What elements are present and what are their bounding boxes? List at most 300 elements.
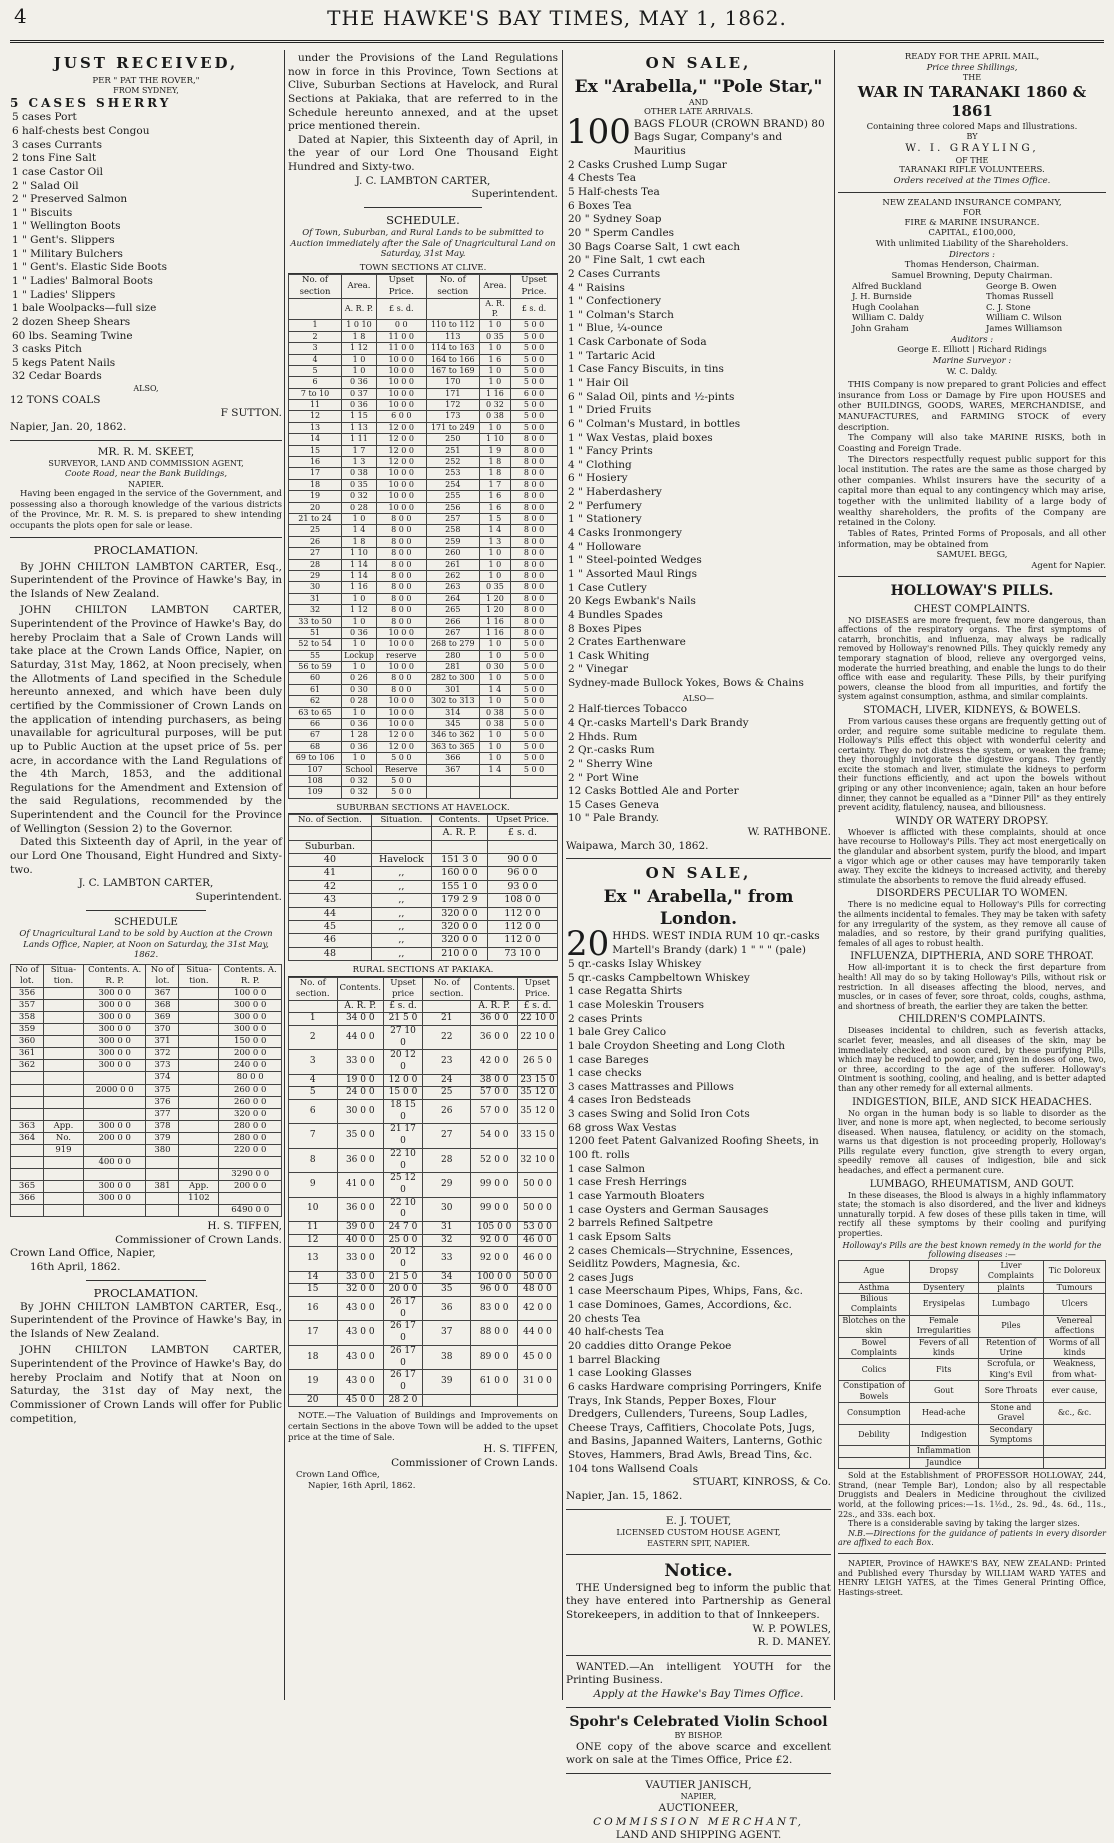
divider (10, 440, 282, 441)
list-item: 104 tons Wallsend Coals (568, 1462, 699, 1475)
table-cell: 357 (11, 1000, 44, 1012)
insurance-capital: CAPITAL, £100,000, (928, 228, 1016, 239)
table-cell: 151 3 0 (431, 854, 487, 867)
list-item: 4 cases Iron Bedsteads (568, 1094, 691, 1107)
table-cell: 36 0 0 (337, 1148, 384, 1172)
list-item: 6 " Colman's Mustard, in bottles (568, 417, 741, 430)
table-cell: 30 (289, 582, 342, 593)
table-cell: 10 0 0 (376, 365, 426, 376)
table-row (289, 894, 558, 907)
table-cell: 10 0 0 (376, 719, 426, 730)
table-cell (43, 1096, 83, 1108)
table-cell: 1 0 (479, 696, 510, 707)
list-item: 20 " Fine Salt, 1 cwt each (568, 254, 706, 267)
table-cell: 0 32 (342, 491, 377, 502)
table-cell: 5 0 0 (510, 753, 557, 764)
table-cell: 34 0 0 (337, 1013, 384, 1026)
table-cell: No. (43, 1132, 83, 1144)
note-office: Crown Land Office, (296, 1470, 380, 1481)
list-item: 1 case Salmon (568, 1162, 645, 1175)
table-cell: Indigestion (909, 1424, 978, 1446)
table-cell: 46 0 0 (517, 1234, 557, 1247)
table-row (289, 616, 558, 627)
table-cell: ,, (371, 934, 431, 947)
list-item: 4 Bundles Spades (568, 608, 663, 621)
table-cell: 107 (289, 764, 342, 775)
list-item: Sydney-made Bullock Yokes, Bows & Chains (568, 677, 804, 690)
table-cell: 400 0 0 (83, 1156, 146, 1168)
table-cell: 369 (146, 1012, 179, 1024)
table-row (11, 1060, 282, 1072)
table-cell: 33 0 0 (337, 1247, 384, 1271)
table-cell: Consumption (839, 1402, 910, 1424)
table-cell: 367 (146, 988, 179, 1000)
table-cell: 22 10 0 (384, 1197, 423, 1221)
table-cell: 35 12 0 (517, 1100, 557, 1124)
remedy-heading: Holloway's Pills are the best known remedy in the world for the following diseases :— (842, 1240, 1102, 1260)
table-cell (11, 1156, 44, 1168)
skeet-body: Having been engaged in the service of the Government, and possessing also a thorough knowledge of the various districts of the Province, Mr. R. M. S. is prepared to shew intending occupants the plots open for sale or lease. (10, 489, 282, 531)
tiffen-title: Commissioner of Crown Lands. (115, 1233, 282, 1246)
table-cell: 5 0 0 (510, 365, 557, 376)
list-item: 1 case Meerschaum Pipes, Whips, Fans, &c. (568, 1285, 803, 1298)
list-item: 10 " Pale Brandy. (568, 812, 659, 825)
table-cell: 314 (426, 707, 479, 718)
regulations-dated: Dated at Napier, this Sixteenth day of April, in the year of our Lord One Thousand Eight Hundred and Sixty-two. (288, 133, 558, 174)
table-cell (43, 1192, 83, 1204)
table-row (11, 988, 282, 1000)
table-cell: 50 0 0 (517, 1173, 557, 1197)
table-cell (422, 1394, 471, 1407)
table-header-cell: Situation. (371, 815, 431, 827)
table-cell: ,, (371, 947, 431, 960)
table-cell: 282 to 300 (426, 673, 479, 684)
directors-list (838, 282, 1106, 335)
touet-name: E. J. TOUET, (665, 1514, 732, 1527)
table-cell (11, 1096, 44, 1108)
list-item: 1 " Hair Oil (568, 376, 629, 389)
list-item: 1 " Tartaric Acid (568, 349, 656, 362)
table-cell: 19 (289, 491, 342, 502)
table-cell: 32 0 0 (337, 1284, 384, 1297)
table-cell: Debility (839, 1424, 910, 1446)
suburban-heading: SUBURBAN SECTIONS AT HAVELOCK. (288, 803, 558, 815)
table-row (289, 491, 558, 502)
divider (86, 910, 206, 911)
table-cell: 376 (146, 1096, 179, 1108)
table-cell: 20 0 0 (384, 1284, 423, 1297)
table-cell: Inflammation (909, 1446, 978, 1457)
table-cell (179, 1132, 219, 1144)
column-divider (284, 50, 285, 1700)
table-cell: 8 0 0 (510, 548, 557, 559)
table-cell: 367 (426, 764, 479, 775)
table-cell: 1 16 (479, 627, 510, 638)
table-row (289, 627, 558, 638)
table-cell: 40 (289, 854, 372, 867)
table-cell: 18 (289, 479, 342, 490)
table-cell: Erysipelas (909, 1294, 978, 1316)
list-item: 2 tons Fine Salt (12, 152, 97, 165)
table-cell: 26 (289, 536, 342, 547)
table-cell: 0 38 (342, 468, 377, 479)
table-cell: 8 0 0 (376, 525, 426, 536)
table-cell: 1 0 (479, 741, 510, 752)
list-item: 1 " Blue, ¼-ounce (568, 322, 663, 335)
notice-signer-1: W. P. POWLES, (752, 1622, 831, 1635)
coals-item: 12 TONS COALS (10, 393, 101, 406)
table-cell: 1 0 (479, 559, 510, 570)
table-cell: 5 0 0 (510, 400, 557, 411)
table-cell: 36 0 0 (337, 1197, 384, 1221)
table-cell: 28 2 0 (384, 1394, 423, 1407)
divider (566, 858, 831, 859)
deputy-chairman: Samuel Browning, Deputy Chairman. (891, 270, 1053, 281)
table-cell: 240 0 0 (219, 1060, 282, 1072)
table-row (289, 920, 558, 933)
table-cell: App. (43, 1120, 83, 1132)
table-cell: 52 0 0 (471, 1148, 518, 1172)
table-cell: 5 0 0 (510, 707, 557, 718)
table-cell: 12 (289, 411, 342, 422)
from-sydney: FROM SYDNEY, (113, 86, 179, 96)
table-cell: 1 0 (479, 377, 510, 388)
proclamation-body: JOHN CHILTON LAMBTON CARTER, Superintendent of the Province of Hawke's Bay, do hereby Proclaim that a Sale of Crown Lands will take place at the Crown Lands Office, Napier, on Saturday, 31st May, 1862, at Noon precisely, when the Allotments of Land specified in the Schedule hereunto annexed, and which have been duly certified by the Commissioner of Crown Lands on the application of intending purchasers, as being unavailable for agricultural purposes, will be put up to Public Auction at the upset price of 5s. per acre, in accordance with the Land Regulations of the 4th March, 1853, and the additional Regulations for the Amendment and Extension of the said Regulations, recommended by the Superintendent and the Council for the Province of Wellington (Session 2) to the Governor. (10, 604, 282, 835)
table-cell: 21 5 0 (384, 1271, 423, 1284)
table-row (11, 1132, 282, 1144)
table-cell: 80 0 0 (219, 1072, 282, 1084)
table-row (289, 1100, 558, 1124)
table-row (289, 445, 558, 456)
table-cell: 8 0 0 (510, 479, 557, 490)
table-cell: 261 (426, 559, 479, 570)
schedule2-subtitle: Of Town, Suburban, and Rural Lands to be submitted to Auction immediately after the Sale of Unagricultural Land on Saturday, 31st May. (290, 227, 556, 260)
table-cell: 32 (289, 605, 342, 616)
table-cell: 1 9 (479, 445, 510, 456)
town-sections-heading: TOWN SECTIONS AT CLIVE. (288, 263, 558, 275)
table-row (11, 1024, 282, 1036)
table-cell: 8 0 0 (510, 559, 557, 570)
table-cell: 25 0 0 (384, 1234, 423, 1247)
table-cell: 300 0 0 (83, 988, 146, 1000)
list-item: 20 " Sperm Candles (568, 226, 675, 239)
also-label: ALSO, (133, 384, 159, 394)
table-cell: Head-ache (909, 1402, 978, 1424)
table-cell: ,, (371, 880, 431, 893)
table-cell: 1 0 (479, 343, 510, 354)
table-header-cell: Upset Price. (487, 815, 557, 827)
table-cell: 27 (289, 548, 342, 559)
wanted-apply: Apply at the Hawke's Bay Times Office. (593, 1688, 804, 1701)
list-item: 2 " Salad Oil (12, 179, 79, 192)
list-item: 1 " Dried Fruits (568, 404, 652, 417)
table-row (289, 650, 558, 661)
table-header-cell: Area. (479, 275, 510, 298)
table-cell: 108 0 0 (487, 894, 557, 907)
table-cell: 50 0 0 (517, 1271, 557, 1284)
table-cell: 268 to 279 (426, 639, 479, 650)
table-cell (43, 1012, 83, 1024)
table-cell: 6 0 0 (376, 411, 426, 422)
table-cell (43, 1205, 83, 1217)
list-item: 1 bale Woolpacks—full size (12, 302, 157, 315)
table-cell: 364 (11, 1132, 44, 1144)
list-item: 1 " Biscuits (12, 206, 73, 219)
section-heading: DISORDERS PECULIAR TO WOMEN. (876, 888, 1068, 900)
lead-item: BAGS FLOUR (CROWN BRAND) 80 Bags Sugar, Company's and Mauritius (633, 117, 825, 158)
list-item: 2 Qr.-casks Rum (568, 744, 655, 757)
table-cell: 0 38 (479, 707, 510, 718)
table-cell: 361 (11, 1048, 44, 1060)
table-cell: Fevers of all kinds (909, 1337, 978, 1359)
surveyor-heading: Marine Surveyor : (932, 355, 1012, 366)
table-row (289, 354, 558, 365)
table-cell: 8 0 0 (510, 536, 557, 547)
table-cell: 1 5 (479, 514, 510, 525)
table-cell: 300 0 0 (83, 1000, 146, 1012)
directors-heading: Directors : (949, 249, 995, 260)
table-cell: 377 (146, 1108, 179, 1120)
table-cell: 1 4 (479, 525, 510, 536)
touet-address: EASTERN SPIT, NAPIER. (647, 1538, 750, 1548)
insurance-agent: SAMUEL BEGG, (936, 550, 1008, 561)
the-label: THE (962, 73, 982, 83)
page-number: 4 (14, 4, 27, 28)
table-cell: 25 (422, 1087, 471, 1100)
table-cell: 220 0 0 (219, 1144, 282, 1156)
table-cell: 164 to 166 (426, 354, 479, 365)
column-3 (566, 52, 831, 1842)
table-row (289, 934, 558, 947)
table-cell (43, 1084, 83, 1096)
table-cell: 366 (426, 753, 479, 764)
list-item: 2 Cases Currants (568, 267, 661, 280)
table-cell: 280 (426, 650, 479, 661)
table-header-cell: No of lot. (11, 965, 44, 988)
list-item: 1 " Assorted Maul Rings (568, 567, 697, 580)
skeet-town: NAPIER. (128, 479, 164, 489)
table-cell: Dropsy (909, 1260, 978, 1282)
table-cell: 12 0 0 (376, 445, 426, 456)
vautier-town: NAPIER, (680, 1792, 717, 1802)
table-cell: 5 0 0 (510, 730, 557, 741)
table-cell (289, 827, 372, 840)
table-cell: 5 0 0 (510, 696, 557, 707)
proclamation-signer: J. C. LAMBTON CARTER, (78, 877, 214, 890)
table-cell (179, 1012, 219, 1024)
table-cell: 150 0 0 (219, 1036, 282, 1048)
table-cell (43, 1180, 83, 1192)
on-sale-ex: Ex "Arabella," "Pole Star," (574, 76, 823, 97)
table-cell: 167 to 169 (426, 365, 479, 376)
table-cell (83, 1205, 146, 1217)
column-divider (562, 50, 563, 1700)
table-cell: 1 7 (342, 445, 377, 456)
table-cell: 36 0 0 (471, 1025, 518, 1049)
list-item: 1 " Colman's Starch (568, 308, 674, 321)
table-cell: 8 0 0 (510, 616, 557, 627)
table-row (289, 1148, 558, 1172)
list-item: 2 Crates Earthenware (568, 636, 686, 649)
table-cell: 6 (289, 377, 342, 388)
list-item: 1 case Looking Glasses (568, 1367, 692, 1380)
list-item: 2 cases Prints (568, 1012, 643, 1025)
table-cell: 10 0 0 (376, 662, 426, 673)
table-cell (289, 298, 342, 320)
list-item: 1 case Yarmouth Bloaters (568, 1189, 705, 1202)
table-cell: 300 0 0 (83, 1012, 146, 1024)
table-cell: 1 0 (342, 365, 377, 376)
divider (838, 1553, 1106, 1554)
column-1 (10, 52, 282, 1700)
table-cell: 5 0 0 (510, 673, 557, 684)
holloway-heading: HOLLOWAY'S PILLS. (890, 583, 1054, 600)
regulations-signer-title: Superintendent. (471, 188, 558, 201)
table-cell: 300 0 0 (83, 1048, 146, 1060)
table-cell: 5 0 0 (510, 662, 557, 673)
table-row (289, 775, 558, 786)
notice-heading: Notice. (664, 1560, 733, 1581)
table-cell: 0 0 (376, 320, 426, 331)
table-cell: 300 0 0 (83, 1060, 146, 1072)
table-cell: 56 to 59 (289, 662, 342, 673)
table-row (289, 764, 558, 775)
by-label: BY (966, 132, 978, 142)
table-cell: 3 (289, 343, 342, 354)
list-item: 1 " Wellington Boots (12, 220, 121, 233)
table-cell: 20 12 0 (384, 1050, 423, 1074)
table-cell: 1 4 (342, 525, 377, 536)
section-body: There is no medicine equal to Holloway's Pills for correcting the ailments incidental to females. They may be taken with safety for any irregularity of the system, as they remove all cause of maladies, and so restore, by their grand purifying qualities, females of all ages to robust health. (838, 900, 1106, 948)
table-cell (839, 1446, 910, 1457)
table-row (289, 1221, 558, 1234)
orders: Orders received at the Times Office. (893, 175, 1051, 186)
table-cell: 1102 (179, 1192, 219, 1204)
table-cell: 41 0 0 (337, 1173, 384, 1197)
table-cell: 0 36 (342, 400, 377, 411)
list-item: 1 " Fancy Prints (568, 445, 653, 458)
table-row (11, 1205, 282, 1217)
table-cell: 14 (289, 434, 342, 445)
table-cell: 320 0 0 (219, 1108, 282, 1120)
table-cell: 8 0 0 (510, 570, 557, 581)
table-row (289, 707, 558, 718)
table-cell: 4 (289, 354, 342, 365)
table-cell: 1 0 (479, 422, 510, 433)
table-cell: 25 (289, 525, 342, 536)
table-header-cell: Upset Price. (376, 275, 426, 298)
table-cell: 1 8 (342, 536, 377, 547)
table-cell: App. (179, 1180, 219, 1192)
table-cell (510, 775, 557, 786)
table-cell (83, 1108, 146, 1120)
list-item: 4 " Clothing (568, 458, 632, 471)
table-cell: 23 (422, 1050, 471, 1074)
table-row (289, 1234, 558, 1247)
table-cell: 8 (289, 1148, 338, 1172)
table-cell: 1 10 (342, 548, 377, 559)
list-item: 1 Cask Carbonate of Soda (568, 336, 707, 349)
table-cell: Secondary Symptoms (978, 1424, 1043, 1446)
table-cell (179, 1000, 219, 1012)
table-cell (43, 1036, 83, 1048)
table-cell: 0 35 (479, 331, 510, 342)
table-cell: 1 0 (479, 650, 510, 661)
table-cell (11, 1144, 44, 1156)
table-cell (426, 787, 479, 798)
table-cell: 210 0 0 (431, 947, 487, 960)
skeet-title: SURVEYOR, LAND AND COMMISSION AGENT, (48, 459, 244, 469)
table-cell: 0 38 (479, 411, 510, 422)
table-cell: 0 36 (342, 719, 377, 730)
table-header-cell: No. of section (426, 275, 479, 298)
table-cell: 5 0 0 (376, 775, 426, 786)
table-cell: 358 (11, 1012, 44, 1024)
table-row (289, 730, 558, 741)
proclamation-by: By JOHN CHILTON LAMBTON CARTER, Esq., Superintendent of the Province of Hawke's Bay, in the Islands of New Zealand. (10, 560, 282, 600)
director-name: Hugh Coolahan (852, 302, 920, 313)
goods-list (10, 111, 282, 384)
list-item: 4 Casks Ironmongery (568, 527, 682, 540)
section-heading: STOMACH, LIVER, KIDNEYS, & BOWELS. (863, 704, 1081, 716)
table-cell (179, 1205, 219, 1217)
list-item: 4 " Raisins (568, 281, 625, 294)
table-cell: 18 (289, 1345, 338, 1369)
table-cell: 73 10 0 (487, 947, 557, 960)
table-cell: 45 0 0 (337, 1394, 384, 1407)
table-row (289, 1124, 558, 1148)
table-cell: 26 17 0 (384, 1345, 423, 1369)
table-cell (426, 298, 479, 320)
table-cell: 320 0 0 (431, 920, 487, 933)
table-cell: 92 0 0 (471, 1247, 518, 1271)
table-row (839, 1337, 1106, 1359)
insurance-body-1: THIS Company is now prepared to grant Policies and effect insurance from Loss or Damage by Fire upon HOUSES and other BUILDINGS, GOODS, WARES, MERCHANDISE, and MANUFACTURES, and FARMING STOCK of every description. (838, 380, 1106, 433)
table-cell: 1 0 (479, 639, 510, 650)
per-ship: PER " PAT THE ROVER," (92, 75, 200, 86)
table-cell: 200 0 0 (83, 1132, 146, 1144)
table-cell (146, 1205, 179, 1217)
regulations-intro: under the Provisions of the Land Regulations now in force in this Province, Town Sections at Clive, Suburban Sections at Havelock, and Rural Sections at Pakiaka, that are referred to in the Schedule hereunto annexed, and at the upset price mentioned therein. (288, 52, 558, 133)
table-cell: 4 (289, 1074, 338, 1087)
table-cell: 20 (289, 1394, 338, 1407)
list-item: 68 gross Wax Vestas (568, 1121, 677, 1134)
on-sale-other: OTHER LATE ARRIVALS. (643, 107, 754, 118)
list-item: 6 " Hosiery (568, 472, 628, 485)
director-name: Alfred Buckland (852, 281, 922, 292)
table-cell: 171 to 249 (426, 422, 479, 433)
table-cell: 10 0 0 (376, 491, 426, 502)
table-cell: 48 (289, 947, 372, 960)
list-item: 1 " Gent's. Elastic Side Boots (12, 261, 167, 274)
table-row (289, 673, 558, 684)
table-row (289, 1321, 558, 1345)
table-cell: 1 0 (342, 354, 377, 365)
table-cell: 22 10 0 (384, 1148, 423, 1172)
table-cell: 112 0 0 (487, 907, 557, 920)
table-cell: 35 (422, 1284, 471, 1297)
table-cell: ,, (371, 867, 431, 880)
table-row (289, 662, 558, 673)
table-row (289, 1197, 558, 1221)
table-cell: Worms of all kinds (1044, 1337, 1106, 1359)
table-cell (11, 1205, 44, 1217)
table-cell: 1 16 (479, 388, 510, 399)
table-cell: 1 13 (342, 422, 377, 433)
table-row (289, 753, 558, 764)
table-cell: 5 (289, 365, 342, 376)
table-cell: 110 to 112 (426, 320, 479, 331)
